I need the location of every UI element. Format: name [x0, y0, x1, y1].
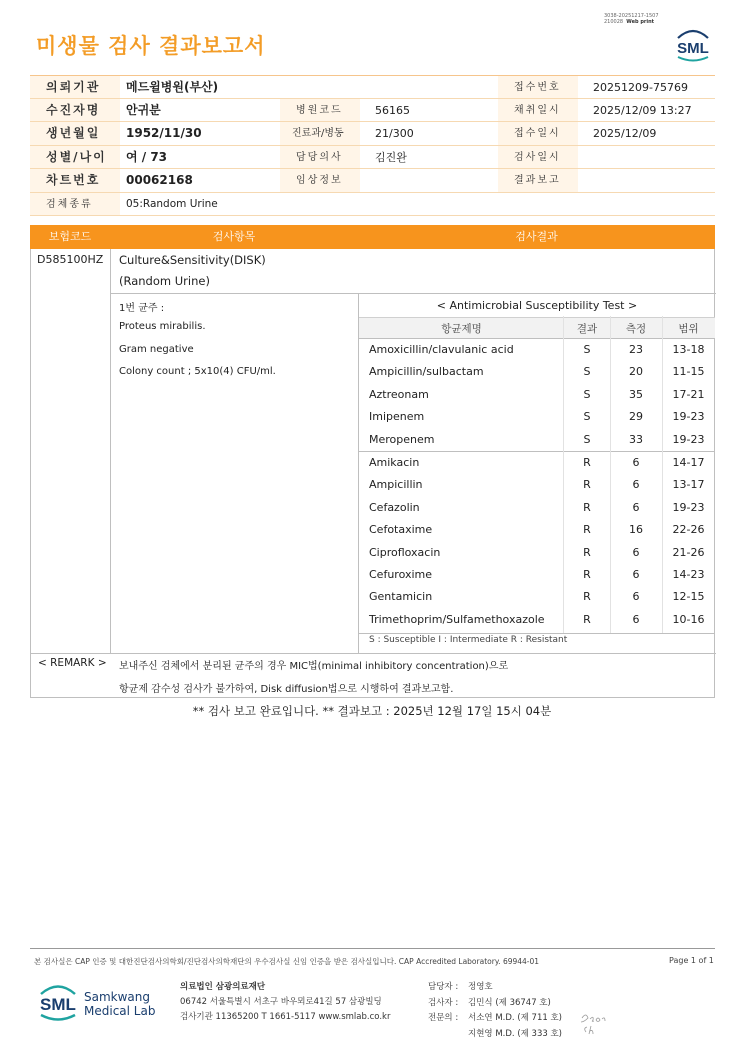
- clinical-info-label: 임상정보: [296, 175, 343, 186]
- results-header: [30, 225, 715, 249]
- ast-measure: 6: [632, 612, 640, 626]
- test-date-label: 검사일시: [514, 151, 561, 163]
- dept-ward-label: 진료과/병동: [292, 128, 344, 139]
- web-print-text: Web print: [626, 19, 655, 25]
- dept-ward-value: 21/300: [375, 127, 414, 140]
- footer-sml-logo-icon: [36, 980, 80, 1022]
- ast-range: 12-15: [672, 590, 705, 604]
- svg-text:SML: SML: [677, 40, 709, 57]
- ast-drug-name: Cefotaxime: [369, 523, 433, 537]
- birth-value: 1952/11/30: [126, 126, 202, 140]
- ast-col-result: 결과: [576, 323, 598, 335]
- sex-age-label: 성별/나이: [46, 149, 107, 164]
- ast-result: R: [583, 612, 591, 626]
- test-item-specimen: (Random Urine): [119, 274, 210, 288]
- org-contact: 검사기관 11365200 T 1661-5117 www.smlab.co.kr: [180, 1012, 391, 1022]
- ast-drug-name: Ampicillin: [369, 478, 423, 492]
- receipt-no-value: 20251209-75769: [593, 81, 688, 94]
- chart-no-value: 00062168: [126, 173, 193, 187]
- ast-drug-name: Imipenem: [369, 410, 425, 424]
- page-number: Page 1 of 1: [669, 956, 714, 965]
- specialist-1: 서소연 M.D. (제 711 호): [468, 1013, 563, 1023]
- remark-line-2: 항균제 감수성 검사가 불가하여, Disk diffusion법으로 시행하여 결과보고함.: [119, 684, 454, 695]
- ast-measure: 6: [632, 478, 640, 492]
- ast-range: 19-23: [672, 500, 705, 514]
- col-test-result: 검사결과: [515, 230, 558, 243]
- ast-result: S: [583, 410, 591, 424]
- ast-measure: 6: [632, 455, 640, 469]
- ast-result: R: [583, 523, 591, 537]
- ast-drug-name: Cefazolin: [369, 500, 420, 514]
- ast-range: 21-26: [672, 545, 705, 559]
- ast-drug-name: Ampicillin/sulbactam: [369, 365, 484, 379]
- report-completion: ** 검사 보고 완료입니다. ** 결과보고 : 2025년 12월 17일 15시 04분: [192, 704, 552, 718]
- ast-drug-name: Trimethoprim/Sulfamethoxazole: [369, 612, 545, 626]
- ast-result: R: [583, 567, 591, 581]
- patient-info-table: [30, 75, 715, 216]
- examiner-value: 김민식 (제 36747 호): [468, 997, 551, 1008]
- specimen-value: 05:Random Urine: [126, 197, 218, 210]
- specialist-label: 전문의 :: [428, 1013, 459, 1023]
- ast-result: S: [583, 432, 591, 446]
- ast-result: R: [583, 590, 591, 604]
- requesting-institution-label: 의뢰기관: [46, 80, 101, 94]
- ast-result: S: [583, 343, 591, 356]
- ast-drug-name: Aztreonam: [369, 387, 429, 401]
- signature-icon: [578, 1010, 608, 1040]
- ast-result: S: [583, 387, 591, 401]
- report-title: 미생물 검사 결과보고서: [36, 34, 266, 58]
- hospital-code-value: 56165: [375, 103, 410, 117]
- ast-range: 19-23: [672, 410, 705, 424]
- ast-measure: 16: [629, 523, 643, 537]
- footer-divider: [30, 948, 715, 949]
- ast-measure: 20: [629, 365, 643, 379]
- info-row-institution: [30, 75, 715, 99]
- footer-brand: [84, 990, 155, 1018]
- doc-sub-text: 210028: [604, 19, 624, 25]
- test-item-name: Culture&Sensitivity(DISK): [119, 253, 266, 267]
- org-name: 의료법인 삼광의료재단: [180, 982, 266, 992]
- info-row-birth: [30, 122, 715, 146]
- examinee-label: 수진자명: [46, 102, 101, 117]
- ast-result: R: [583, 455, 591, 469]
- ast-range: 19-23: [672, 432, 705, 446]
- ast-measure: 29: [629, 410, 643, 424]
- ast-range: 14-17: [672, 455, 705, 469]
- ast-col-measure: 측정: [625, 323, 647, 335]
- receipt-date-label: 접수일시: [514, 128, 561, 139]
- birth-label: 생년월일: [46, 126, 101, 140]
- ast-result: R: [583, 545, 591, 559]
- accreditation-note: 본 검사실은 CAP 인증 및 대한진단검사의학회/진단검사의학재단의 우수검사실 신임 인증을 받은 검사실입니다. CAP Accredited Laboratory. 69944-01: [34, 957, 540, 966]
- info-row-chart: [30, 169, 715, 193]
- report-label: 결과보고: [514, 175, 561, 186]
- manager-label: 담당자 :: [428, 982, 459, 992]
- ast-measure: 6: [632, 567, 640, 581]
- svg-text:SML: SML: [40, 995, 76, 1014]
- ast-drug-name: Meropenem: [369, 432, 435, 446]
- col-test-item: 검사항목: [212, 230, 256, 243]
- ast-drug-name: Amikacin: [369, 455, 420, 469]
- insurance-code: D585100HZ: [37, 253, 104, 266]
- brand-line-1: Samkwang: [84, 990, 150, 1004]
- ast-title: < Antimicrobial Susceptibility Test >: [436, 299, 638, 312]
- footer-organization: [180, 980, 390, 1025]
- chart-no-label: 차트번호: [46, 173, 101, 187]
- gram-stain: Gram negative: [119, 344, 194, 355]
- remark-label: < REMARK >: [38, 657, 107, 669]
- remark-line-1: 보내주신 검체에서 분리된 균주의 경우 MIC법(minimal inhibitory concentration)으로: [119, 661, 509, 672]
- ast-col-drug: 항균제명: [441, 323, 482, 335]
- ast-range: 13-17: [672, 478, 705, 492]
- examiner-label: 검사자 :: [428, 997, 459, 1008]
- ast-drug-name: Cefuroxime: [369, 567, 433, 581]
- hospital-code-label: 병원코드: [296, 104, 343, 116]
- ast-range: 14-23: [672, 567, 705, 581]
- ast-measure: 33: [629, 432, 643, 446]
- manager-value: 정영호: [468, 982, 493, 992]
- ast-result: R: [583, 500, 591, 514]
- ast-range: 17-21: [672, 387, 705, 401]
- ast-result: R: [583, 478, 591, 492]
- info-row-sex-age: [30, 146, 715, 170]
- ast-result: S: [583, 365, 591, 379]
- doc-code-text: 3038-20251217-1507: [604, 13, 659, 19]
- colony-count: Colony count ; 5x10(4) CFU/ml.: [119, 366, 276, 377]
- sex-age-value: 여 / 73: [126, 149, 168, 164]
- specialist-2: 지현영 M.D. (제 333 호): [468, 1028, 563, 1039]
- ast-legend: S : Susceptible I : Intermediate R : Resistant: [369, 635, 568, 645]
- ast-measure: 6: [632, 590, 640, 604]
- ast-range: 11-15: [672, 365, 705, 379]
- col-insurance-code: 보험코드: [48, 230, 92, 243]
- results-table: [30, 225, 715, 698]
- ast-measure: 35: [629, 387, 643, 401]
- info-row-specimen: [30, 193, 715, 216]
- ast-drug-name: Gentamicin: [369, 590, 433, 604]
- organism-name: Proteus mirabilis.: [119, 321, 206, 332]
- ast-range: 13-18: [672, 343, 705, 356]
- ast-drug-name: Amoxicillin/clavulanic acid: [369, 343, 514, 356]
- org-address: 06742 서울특별시 서초구 바우뫼로41길 57 삼광빌딩: [180, 997, 382, 1007]
- ast-measure: 23: [629, 343, 643, 356]
- ast-range: 22-26: [672, 523, 705, 537]
- collection-date-label: 채취일시: [514, 104, 561, 116]
- ast-col-range: 범위: [678, 323, 699, 335]
- ast-drug-name: Ciprofloxacin: [369, 545, 441, 559]
- doctor-value: 김진완: [375, 150, 407, 164]
- brand-line-2: Medical Lab: [84, 1004, 156, 1018]
- ast-range: 10-16: [672, 612, 705, 626]
- doctor-label: 담당의사: [296, 151, 343, 163]
- ast-measure: 6: [632, 500, 640, 514]
- requesting-institution-value: 메드윌병원(부산): [126, 80, 219, 94]
- ast-measure: 6: [632, 545, 640, 559]
- info-row-examinee: [30, 99, 715, 123]
- receipt-date-value: 2025/12/09: [593, 127, 657, 140]
- document-code: [604, 13, 659, 25]
- examinee-value: 안귀분: [126, 102, 161, 117]
- receipt-no-label: 접수번호: [514, 82, 561, 93]
- sml-logo-icon: [672, 26, 714, 62]
- organism-label: 1번 균주 :: [119, 303, 165, 314]
- specimen-label: 검체종류: [46, 198, 93, 210]
- collection-date-value: 2025/12/09 13:27: [593, 103, 692, 117]
